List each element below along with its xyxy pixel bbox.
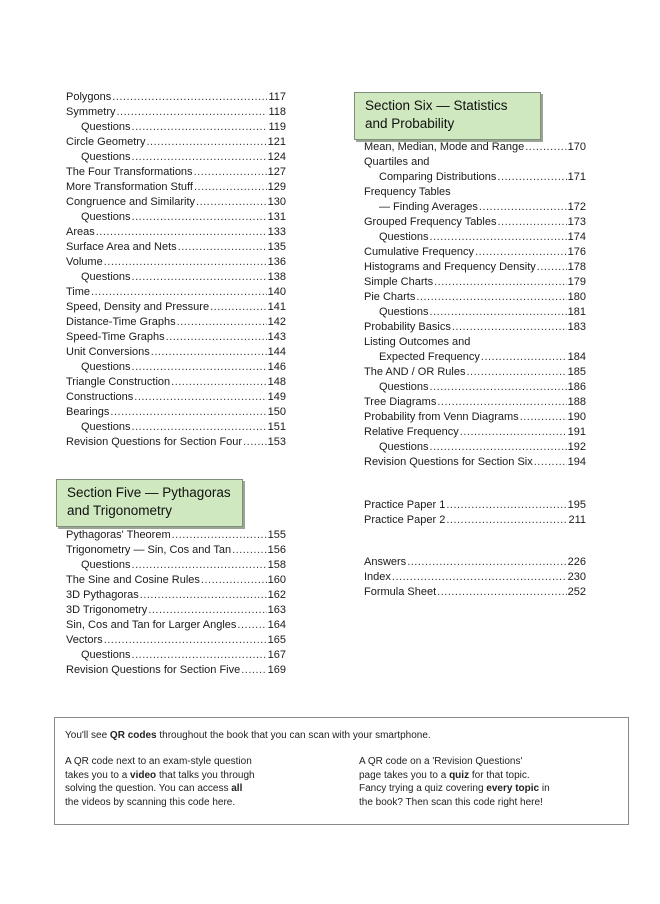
toc-entry[interactable]: Revision Questions for Section Six ..... 194 [364, 455, 586, 470]
section-six-title-line2: and Probability [365, 116, 455, 131]
toc-entry[interactable]: Questions ..... 119 [66, 120, 286, 135]
toc-entry[interactable]: Expected Frequency ..... 184 [364, 350, 586, 365]
toc-entry[interactable]: Questions ..... 124 [66, 150, 286, 165]
toc-entry[interactable]: Questions ..... 151 [66, 420, 286, 435]
qr-quiz-text: A QR code on a 'Revision Questions' page takes you to a quiz for that topic. Fancy trying a quiz covering every topic in the book? Then scan this code right here! [359, 756, 550, 808]
section-six-list [364, 140, 586, 470]
toc-entry[interactable]: Bearings ..... 150 [66, 405, 286, 420]
toc-entry[interactable]: The Sine and Cosine Rules ..... 160 [66, 573, 286, 588]
toc-entry[interactable]: Questions ..... 131 [66, 210, 286, 225]
toc-entry[interactable]: Grouped Frequency Tables ..... 173 [364, 215, 586, 230]
toc-entry[interactable]: Practice Paper 1 ..... 195 [364, 498, 586, 513]
toc-entry[interactable]: Answers ..... 226 [364, 555, 586, 570]
end-matter-list [364, 555, 586, 600]
section-five-title-line1: Section Five — Pythagoras [67, 485, 231, 500]
toc-entry[interactable]: Cumulative Frequency ..... 176 [364, 245, 586, 260]
toc-entry[interactable]: Sin, Cos and Tan for Larger Angles ..... 164 [66, 618, 286, 633]
toc-entry[interactable]: Histograms and Frequency Density ..... 178 [364, 260, 586, 275]
toc-entry[interactable]: More Transformation Stuff ..... 129 [66, 180, 286, 195]
toc-entry[interactable]: Surface Area and Nets ..... 135 [66, 240, 286, 255]
toc-entry[interactable]: Unit Conversions ..... 144 [66, 345, 286, 360]
toc-entry[interactable]: Circle Geometry ..... 121 [66, 135, 286, 150]
toc-entry[interactable]: Triangle Construction ..... 148 [66, 375, 286, 390]
toc-entry[interactable]: Questions ..... 167 [66, 648, 286, 663]
toc-entry[interactable]: Areas ..... 133 [66, 225, 286, 240]
toc-entry[interactable]: — Finding Averages ..... 172 [364, 200, 586, 215]
toc-entry-heading: Listing Outcomes and [364, 336, 471, 348]
qr-video-text: A QR code next to an exam-style question takes you to a video that talks you through solving the question. You can access all the videos by scanning this code here. [65, 756, 255, 808]
practice-papers-list [364, 498, 586, 528]
toc-entry[interactable]: Vectors ..... 165 [66, 633, 286, 648]
toc-entry[interactable]: Polygons ..... 117 [66, 90, 286, 105]
toc-entry[interactable]: Questions ..... 192 [364, 440, 586, 455]
toc-entry[interactable]: Questions ..... 181 [364, 305, 586, 320]
toc-entry[interactable]: Pythagoras' Theorem ..... 155 [66, 528, 286, 543]
toc-entry-heading: Quartiles and [364, 156, 430, 168]
section-six-header [354, 92, 541, 140]
toc-entry[interactable]: Questions ..... 138 [66, 270, 286, 285]
toc-entry[interactable]: Practice Paper 2 ..... 211 [364, 513, 586, 528]
toc-entry[interactable]: Pie Charts ..... 180 [364, 290, 586, 305]
toc-entry[interactable]: Questions ..... 186 [364, 380, 586, 395]
toc-entry[interactable]: Time ..... 140 [66, 285, 286, 300]
toc-entry[interactable]: Questions ..... 174 [364, 230, 586, 245]
toc-entry[interactable]: Congruence and Similarity ..... 130 [66, 195, 286, 210]
qr-intro: You'll see QR codes throughout the book that you can scan with your smartphone. [65, 730, 431, 741]
qr-info-box [54, 717, 629, 825]
toc-entry-heading: Frequency Tables [364, 186, 451, 198]
toc-entry[interactable]: Volume ..... 136 [66, 255, 286, 270]
toc-entry[interactable]: Probability from Venn Diagrams ..... 190 [364, 410, 586, 425]
toc-entry[interactable]: Comparing Distributions ..... 171 [364, 170, 586, 185]
toc-entry[interactable]: Simple Charts ..... 179 [364, 275, 586, 290]
toc-entry[interactable]: Trigonometry — Sin, Cos and Tan ..... 156 [66, 543, 286, 558]
toc-entry[interactable]: 3D Trigonometry ..... 163 [66, 603, 286, 618]
toc-entry[interactable]: Formula Sheet ..... 252 [364, 585, 586, 600]
toc-entry[interactable]: Questions ..... 146 [66, 360, 286, 375]
toc-entry[interactable]: Revision Questions for Section Four ..... 153 [66, 435, 286, 450]
section-five-list [66, 528, 286, 678]
toc-entry[interactable]: Mean, Median, Mode and Range ..... 170 [364, 140, 586, 155]
toc-entry[interactable]: Probability Basics ..... 183 [364, 320, 586, 335]
toc-entry[interactable]: Distance-Time Graphs ..... 142 [66, 315, 286, 330]
toc-entry[interactable]: Relative Frequency ..... 191 [364, 425, 586, 440]
toc-entry[interactable]: Constructions ..... 149 [66, 390, 286, 405]
toc-entry[interactable]: Speed, Density and Pressure ..... 141 [66, 300, 286, 315]
toc-entry[interactable]: Questions ..... 158 [66, 558, 286, 573]
section-six-title-line1: Section Six — Statistics [365, 98, 508, 113]
toc-entry[interactable]: The AND / OR Rules ..... 185 [364, 365, 586, 380]
toc-left-column [66, 90, 286, 450]
toc-entry[interactable]: Speed-Time Graphs ..... 143 [66, 330, 286, 345]
toc-entry[interactable]: Tree Diagrams ..... 188 [364, 395, 586, 410]
toc-entry[interactable]: 3D Pythagoras ..... 162 [66, 588, 286, 603]
toc-entry[interactable]: Symmetry ..... 118 [66, 105, 286, 120]
toc-entry[interactable]: Revision Questions for Section Five ..... 169 [66, 663, 286, 678]
toc-entry[interactable]: The Four Transformations ..... 127 [66, 165, 286, 180]
toc-entry[interactable]: Index ..... 230 [364, 570, 586, 585]
section-five-title-line2: and Trigonometry [67, 503, 173, 518]
section-five-header [56, 479, 243, 527]
